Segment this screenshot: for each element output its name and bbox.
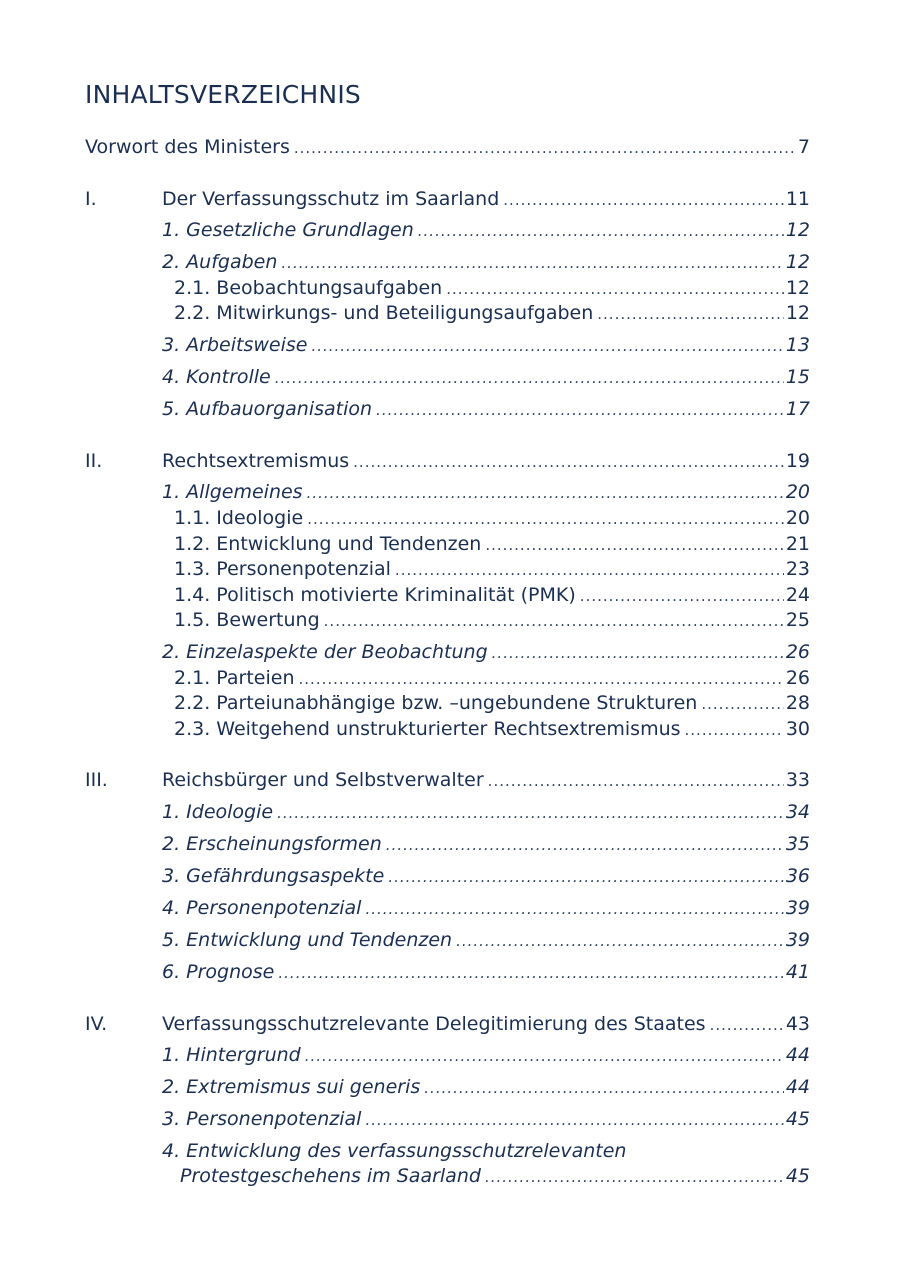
toc-page-number: 19: [785, 450, 810, 472]
leader-dots: [386, 836, 784, 854]
toc-subentry[interactable]: [174, 507, 810, 533]
toc-page-number: 41: [785, 961, 810, 983]
toc-entry-label: 1. Gesetzliche Grundlagen: [162, 219, 414, 241]
leader-dots: [281, 254, 783, 272]
toc-entry-label: 3. Gefährdungsaspekte: [162, 865, 385, 887]
toc-entry-label: 2. Extremismus sui generis: [162, 1076, 421, 1098]
toc-page-number: 25: [785, 609, 810, 631]
toc-entry-label-continuation: Protestgeschehens im Saarland: [180, 1165, 481, 1187]
toc-page-number: 33: [785, 769, 810, 791]
toc-page-number: 15: [785, 366, 810, 388]
leader-dots: [278, 964, 783, 982]
leader-dots: [580, 587, 784, 605]
toc-entry[interactable]: [162, 641, 810, 667]
toc-page-number: 30: [785, 718, 810, 740]
leader-dots: [324, 612, 784, 630]
leader-dots: [492, 644, 784, 662]
leader-dots: [365, 900, 783, 918]
toc-entry-label: Verfassungsschutzrelevante Delegitimierung des Staates: [162, 1013, 706, 1035]
leader-dots: [485, 1168, 784, 1186]
toc-entry[interactable]: [162, 219, 810, 245]
toc-entry-label: 1. Ideologie: [162, 801, 274, 823]
toc-page-number: 26: [785, 641, 810, 663]
section-numeral: III.: [85, 769, 108, 791]
section-numeral: I.: [85, 188, 97, 210]
toc-entry[interactable]: [162, 865, 810, 891]
section-heading[interactable]: [162, 1013, 810, 1039]
leader-dots: [305, 1047, 784, 1065]
leader-dots: [353, 453, 784, 471]
toc-entry[interactable]: [162, 481, 810, 507]
toc-entry-label: 3. Personenpotenzial: [162, 1108, 362, 1130]
leader-dots: [294, 139, 796, 157]
toc-subentry[interactable]: [174, 302, 810, 328]
toc-entry-label-first-line[interactable]: 4. Entwicklung des verfassungsschutzrelevanten: [162, 1140, 627, 1162]
toc-entry[interactable]: [162, 897, 810, 923]
toc-entry-preface[interactable]: [85, 136, 810, 162]
toc-subentry[interactable]: [174, 533, 810, 559]
leader-dots: [395, 561, 784, 579]
leader-dots: [388, 868, 784, 886]
leader-dots: [307, 484, 784, 502]
toc-page-number: 12: [785, 302, 810, 324]
toc-entry[interactable]: [162, 1076, 810, 1102]
toc-entry-label: Der Verfassungsschutz im Saarland: [162, 188, 500, 210]
toc-subentry[interactable]: [174, 667, 810, 693]
toc-entry-label: 2.1. Parteien: [174, 667, 295, 689]
toc-page-number: 20: [785, 481, 810, 503]
toc-entry[interactable]: [162, 334, 810, 360]
toc-entry-label: 2. Erscheinungsformen: [162, 833, 382, 855]
toc-entry-label: 1.2. Entwicklung und Tendenzen: [174, 533, 482, 555]
toc-page-number: 44: [785, 1044, 810, 1066]
toc-page-number: 39: [785, 929, 810, 951]
toc-entry[interactable]: [162, 833, 810, 859]
section-heading[interactable]: [162, 450, 810, 476]
section-heading[interactable]: [162, 188, 810, 214]
toc-entry[interactable]: [162, 251, 810, 277]
toc-page-number: 20: [785, 507, 810, 529]
toc-entry-label: Reichsbürger und Selbstverwalter: [162, 769, 484, 791]
toc-page-number: 26: [785, 667, 810, 689]
toc-entry-label: 2.1. Beobachtungsaufgaben: [174, 277, 443, 299]
toc-entry-label: 2. Aufgaben: [162, 251, 278, 273]
toc-page-number: 45: [785, 1165, 810, 1187]
toc-page-number: 35: [785, 833, 810, 855]
toc-page-number: 12: [785, 277, 810, 299]
toc-page-number: 17: [785, 398, 810, 420]
toc-page-number: 12: [785, 219, 810, 241]
toc-entry-label: 1.4. Politisch motivierte Kriminalität (PMK): [174, 584, 576, 606]
toc-subentry[interactable]: [174, 718, 810, 744]
toc-entry-label: 4. Personenpotenzial: [162, 897, 362, 919]
leader-dots: [275, 369, 784, 387]
toc-entry[interactable]: [162, 366, 810, 392]
toc-entry-label: 5. Aufbauorganisation: [162, 398, 373, 420]
toc-entry[interactable]: [180, 1165, 810, 1191]
leader-dots: [597, 305, 784, 323]
page-title: INHALTSVERZEICHNIS: [85, 80, 361, 109]
toc-entry[interactable]: [162, 801, 810, 827]
toc-page-number: 11: [785, 188, 810, 210]
toc-entry[interactable]: [162, 961, 810, 987]
toc-page-number: 36: [785, 865, 810, 887]
leader-dots: [710, 1016, 784, 1034]
toc-page-number: 7: [797, 136, 810, 158]
toc-entry[interactable]: [162, 929, 810, 955]
leader-dots: [277, 804, 784, 822]
toc-subentry[interactable]: [174, 584, 810, 610]
toc-entry-label: 1. Allgemeines: [162, 481, 303, 503]
section-numeral: IV.: [85, 1013, 108, 1035]
section-numeral: II.: [85, 450, 103, 472]
toc-subentry[interactable]: [174, 692, 810, 718]
leader-dots: [376, 401, 784, 419]
leader-dots: [488, 772, 784, 790]
toc-subentry[interactable]: [174, 558, 810, 584]
leader-dots: [365, 1111, 783, 1129]
toc-entry-label: 5. Entwicklung und Tendenzen: [162, 929, 453, 951]
leader-dots: [299, 670, 784, 688]
leader-dots: [456, 932, 784, 950]
toc-entry-label: Rechtsextremismus: [162, 450, 350, 472]
leader-dots: [307, 510, 784, 528]
leader-dots: [485, 536, 784, 554]
toc-page-number: 44: [785, 1076, 810, 1098]
toc-entry[interactable]: [162, 398, 810, 424]
toc-entry-label: 2. Einzelaspekte der Beobachtung: [162, 641, 488, 663]
toc-page-number: 24: [785, 584, 810, 606]
leader-dots: [446, 280, 784, 298]
toc-page-number: 23: [785, 558, 810, 580]
leader-dots: [424, 1079, 784, 1097]
toc-page-number: 43: [785, 1013, 810, 1035]
toc-entry-label: 2.2. Mitwirkungs- und Beteiligungsaufgaben: [174, 302, 594, 324]
leader-dots: [418, 222, 784, 240]
toc-entry-label: 2.3. Weitgehend unstrukturierter Rechtsextremismus: [174, 718, 681, 740]
toc-subentry[interactable]: [174, 277, 810, 303]
toc-page-number: 28: [785, 692, 810, 714]
toc-page-number: 21: [785, 533, 810, 555]
section-heading[interactable]: [162, 769, 810, 795]
toc-entry[interactable]: [162, 1044, 810, 1070]
leader-dots: [503, 191, 784, 209]
toc-entry-label: 3. Arbeitsweise: [162, 334, 308, 356]
toc-entry-label: 1.3. Personenpotenzial: [174, 558, 391, 580]
toc-entry-label: Vorwort des Ministers: [85, 136, 290, 158]
toc-entry-label: 1.5. Bewertung: [174, 609, 320, 631]
toc-page-number: 12: [785, 251, 810, 273]
leader-dots: [311, 337, 783, 355]
toc-page-number: 45: [785, 1108, 810, 1130]
toc-page-number: 34: [785, 801, 810, 823]
toc-entry-label: 2.2. Parteiunabhängige bzw. –ungebundene Strukturen: [174, 692, 698, 714]
toc-subentry[interactable]: [174, 609, 810, 635]
toc-entry-label: 4. Kontrolle: [162, 366, 271, 388]
toc-entry-label: 6. Prognose: [162, 961, 275, 983]
toc-entry-label: 1. Hintergrund: [162, 1044, 301, 1066]
leader-dots: [685, 721, 784, 739]
leader-dots: [701, 695, 784, 713]
toc-page-number: 39: [785, 897, 810, 919]
toc-entry[interactable]: [162, 1108, 810, 1134]
toc-page-number: 13: [785, 334, 810, 356]
toc-entry-label: 1.1. Ideologie: [174, 507, 304, 529]
